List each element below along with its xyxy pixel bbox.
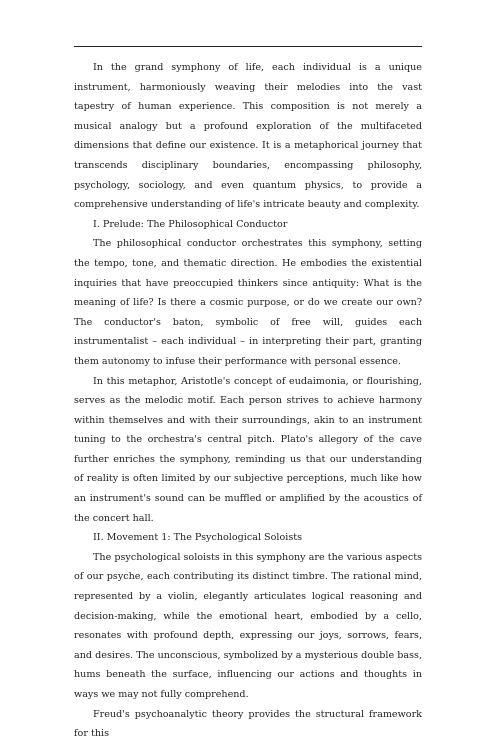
- section-heading-movement-1: II. Movement 1: The Psychological Soloists: [93, 532, 303, 544]
- body-text: [74, 58, 422, 744]
- aristotle-paragraph: In this metaphor, Aristotle's concept of eudaimonia, or flourishing, serves as the melodic motif. Each person strives to achieve harmony within themselves and with their surroundings, akin to an instrument tuning to the orchestra's central pitch. Plato's allegory of the cave further enriches the symphony, reminding us that our understanding of reality is often limited by our subjective perceptions, much like how an instrument's sound can be muffled or amplified by the acoustics of the concert hall.: [74, 375, 422, 524]
- conductor-paragraph: The philosophical conductor orchestrates this symphony, setting the tempo, tone, and thematic direction. He embodies the existential inquiries that have preoccupied thinkers since antiquity: What is the meaning of life? Is there a cosmic purpose, or do we create our own? The conductor's baton, symbolic of free will, guides each instrumentalist – each individual – in interpreting their part, granting them autonomy to infuse their performance with personal essence.: [74, 238, 422, 367]
- section-heading-prelude: I. Prelude: The Philosophical Conductor: [93, 218, 288, 230]
- intro-paragraph: In the grand symphony of life, each individual is a unique instrument, harmoniously weaving their melodies into the vast tapestry of human experience. This composition is not merely a musical analogy but a profound exploration of the multifaceted dimensions that define our existence. It is a metaphorical journey that transcends disciplinary boundaries, encompassing philosophy, psychology, sociology, and even quantum physics, to provide a comprehensive understanding of life's intricate beauty and complexity.: [74, 62, 422, 211]
- soloists-paragraph: The psychological soloists in this symphony are the various aspects of our psyche, each contributing its distinct timbre. The rational mind, represented by a violin, elegantly articulates logical reasoning and decision-making, while the emotional heart, embodied by a cello, resonates with profound depth, expressing our joys, sorrows, fears, and desires. The unconscious, symbolized by a mysterious double bass, hums beneath the surface, influencing our actions and thoughts in ways we may not fully comprehend.: [74, 551, 422, 700]
- freud-paragraph: Freud's psychoanalytic theory provides the structural framework for this: [74, 708, 422, 740]
- header-rule: [74, 46, 422, 47]
